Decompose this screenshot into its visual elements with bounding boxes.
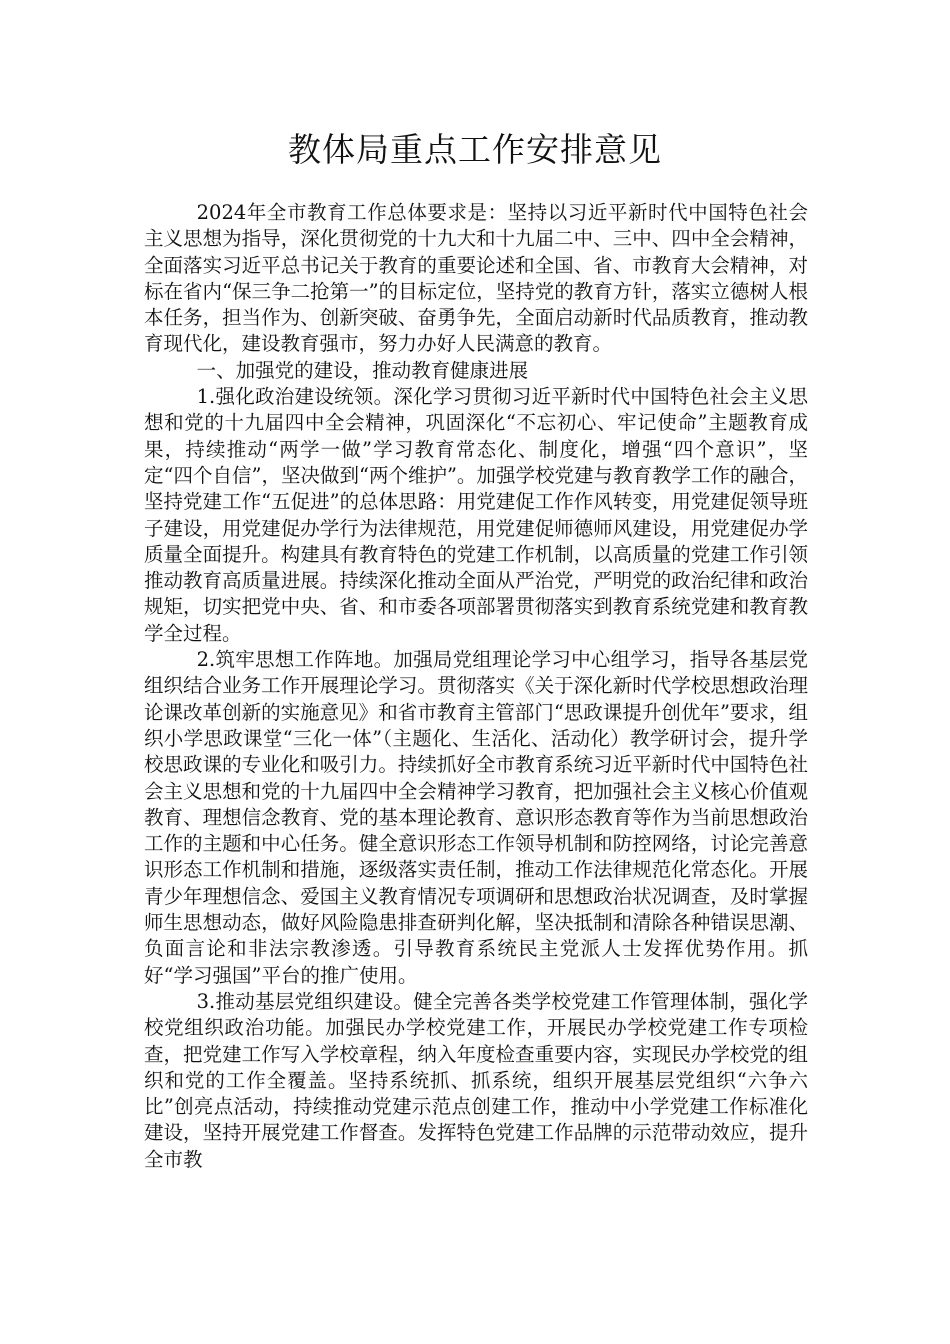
paragraph-item-2: 2.筑牢思想工作阵地。加强局党组理论学习中心组学习，指导各基层党组织结合业务工作开展理论学习。贯彻落实《关于深化新时代学校思想政治理论课改革创新的实施意见》和省市教育主管部门“思政课提升创优年”要求，组织小学思政课堂“三化一体”（主题化、生活化、活动化）教学研讨会，提升学校思政课的专业化和吸引力。持续抓好全市教育系统习近平新时代中国特色社会主义思想和党的十九届四中全会精神学习教育，把加强社会主义核心价值观教育、理想信念教育、党的基本理论教育、意识形态教育等作为当前思想政治工作的主题和中心任务。健全意识形态工作领导机制和防控网络，讨论完善意识形态工作机制和措施，逐级落实责任制，推动工作法律规范化常态化。开展青少年理想信念、爱国主义教育情况专项调研和思想政治状况调查，及时掌握师生思想动态，做好风险隐患排查研判化解，坚决抵制和清除各种错误思潮、负面言论和非法宗教渗透。引导教育系统民主党派人士发挥优势作用。抓好“学习强国”平台的推广使用。 <box>144 648 808 987</box>
document-title: 教体局重点工作安排意见 <box>288 130 662 169</box>
paragraph-intro: 2024年全市教育工作总体要求是：坚持以习近平新时代中国特色社会主义思想为指导，深化贯彻党的十九大和十九届二中、三中、四中全会精神，全面落实习近平总书记关于教育的重要论述和全国、省、市教育大会精神，对标在省内“保三争二抢第一”的目标定位，坚持党的教育方针，落实立德树人根本任务，担当作为、创新突破、奋勇争先，全面启动新时代品质教育，推动教育现代化，建设教育强市，努力办好人民满意的教育。 <box>144 201 808 356</box>
section-heading-1: 一、加强党的建设，推动教育健康进展 <box>196 358 529 382</box>
paragraph-item-3: 3.推动基层党组织建设。健全完善各类学校党建工作管理体制，强化学校党组织政治功能。加强民办学校党建工作，开展民办学校党建工作专项检查，把党建工作写入学校章程，纳入年度检查重要内容，实现民办学校党的组织和党的工作全覆盖。坚持系统抓、抓系统，组织开展基层党组织“六争六比”创亮点活动，持续推动党建示范点创建工作，推动中小学党建工作标准化建设，坚持开展党建工作督查。发挥特色党建工作品牌的示范带动效应，提升全市教 <box>144 989 808 1171</box>
paragraph-item-1: 1.强化政治建设统领。深化学习贯彻习近平新时代中国特色社会主义思想和党的十九届四中全会精神，巩固深化“不忘初心、牢记使命”主题教育成果，持续推动“两学一做”学习教育常态化、制度化，增强“四个意识”，坚定“四个自信”，坚决做到“两个维护”。加强学校党建与教育教学工作的融合，坚持党建工作“五促进”的总体思路：用党建促工作作风转变，用党建促领导班子建设，用党建促办学行为法律规范，用党建促师德师风建设，用党建促办学质量全面提升。构建具有教育特色的党建工作机制，以高质量的党建工作引领推动教育高质量进展。持续深化推动全面从严治党，严明党的政治纪律和政治规矩，切实把党中央、省、和市委各项部署贯彻落实到教育系统党建和教育教学全过程。 <box>144 385 808 645</box>
document-body <box>144 200 808 1173</box>
